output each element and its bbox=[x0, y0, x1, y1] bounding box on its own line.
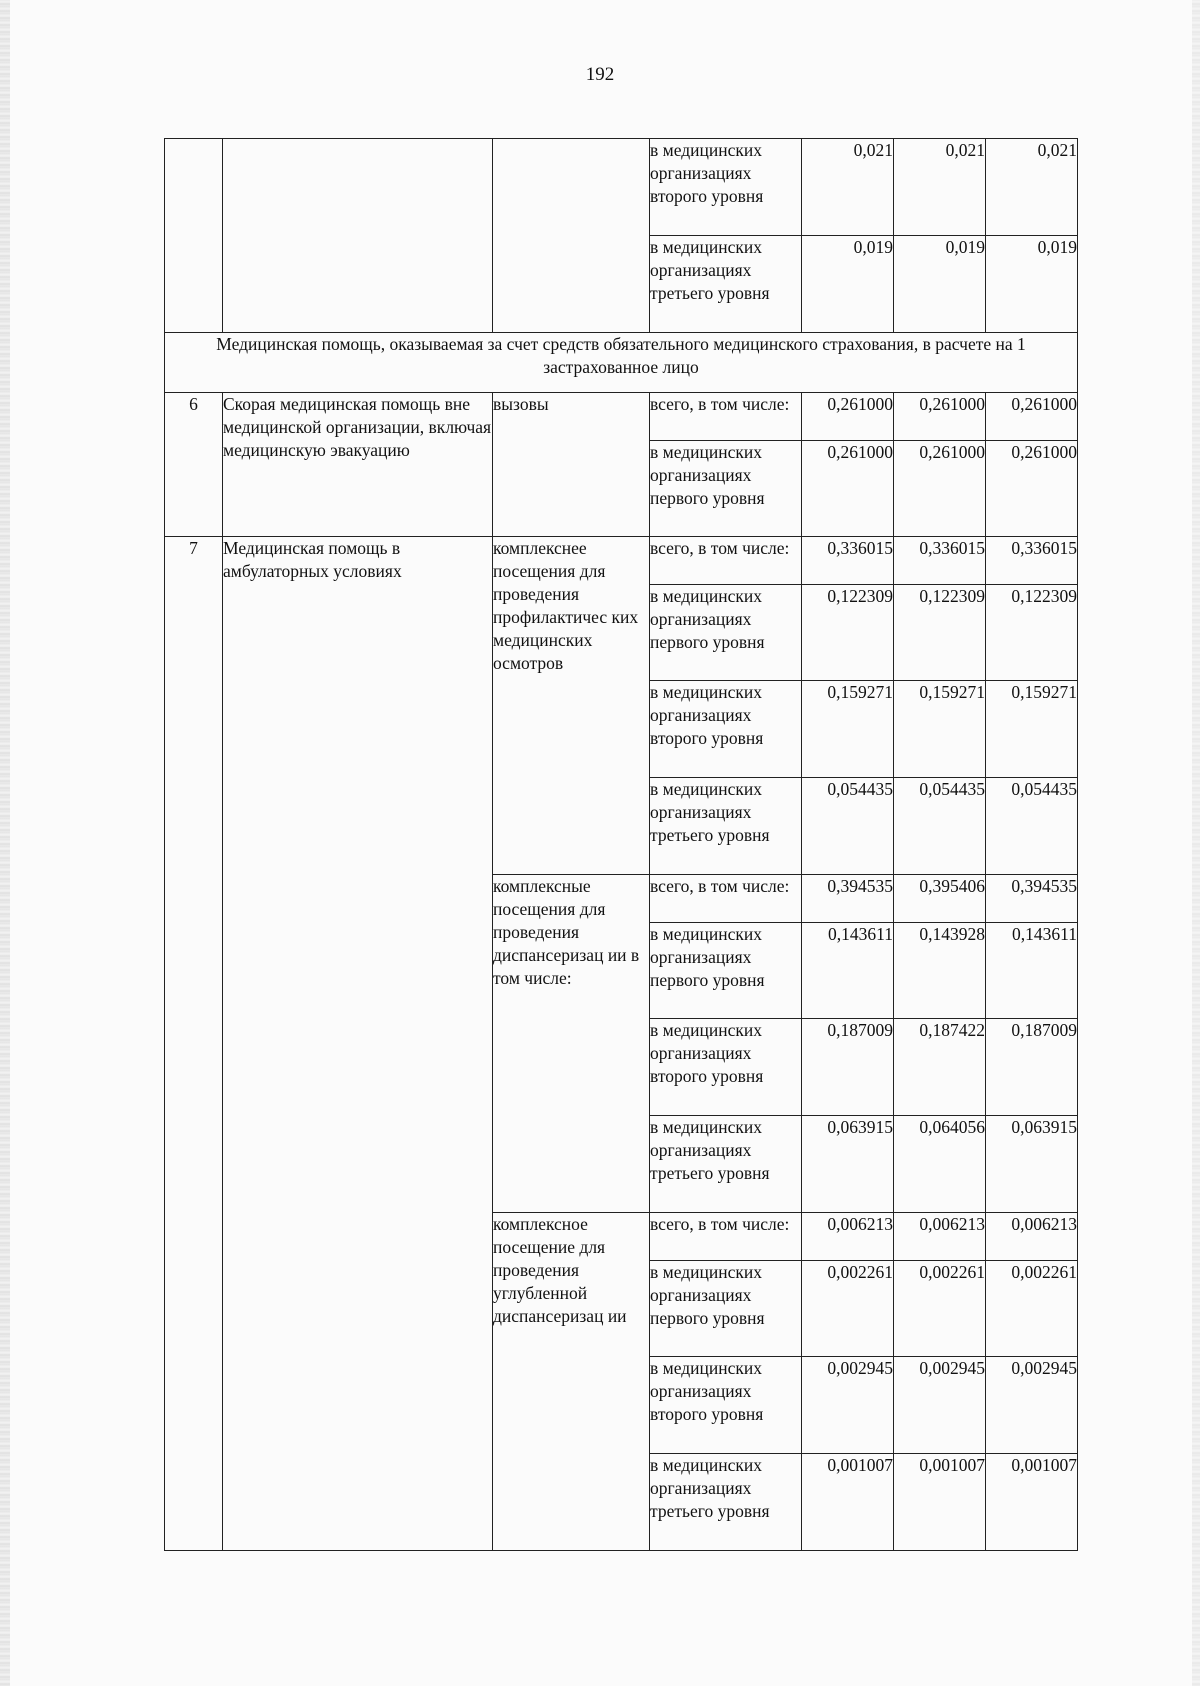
value-cell: 0,002261 bbox=[986, 1261, 1078, 1357]
value-cell: 0,019 bbox=[986, 236, 1078, 333]
item-name: Скорая медицинская помощь вне медицинской организации, включая медицинскую эвакуацию bbox=[223, 393, 493, 537]
level-cell: в медицинских организациях третьего уровня bbox=[650, 1116, 802, 1213]
level-cell: всего, в том числе: bbox=[650, 537, 802, 585]
value-cell: 0,019 bbox=[802, 236, 894, 333]
value-cell: 0,002261 bbox=[894, 1261, 986, 1357]
value-cell: 0,159271 bbox=[802, 681, 894, 778]
value-cell: 0,002945 bbox=[802, 1357, 894, 1454]
value-cell: 0,021 bbox=[802, 139, 894, 236]
item-unit: комплекснее посещения для проведения профилактичес ких медицинских осмотров bbox=[493, 537, 650, 875]
value-cell: 0,002261 bbox=[802, 1261, 894, 1357]
page-number: 192 bbox=[585, 64, 615, 85]
value-cell: 0,394535 bbox=[986, 875, 1078, 923]
value-cell: 0,261000 bbox=[802, 393, 894, 441]
level-cell: в медицинских организациях первого уровня bbox=[650, 585, 802, 681]
value-cell: 0,336015 bbox=[802, 537, 894, 585]
value-cell: 0,064056 bbox=[894, 1116, 986, 1213]
value-cell: 0,006213 bbox=[894, 1213, 986, 1261]
value-cell: 0,261000 bbox=[986, 393, 1078, 441]
table-row bbox=[165, 537, 1078, 585]
name-cell bbox=[223, 139, 493, 333]
value-cell: 0,261000 bbox=[894, 441, 986, 537]
level-cell: в медицинских организациях третьего уровня bbox=[650, 778, 802, 875]
level-cell: в медицинских организациях второго уровня bbox=[650, 139, 802, 236]
unit-cell bbox=[493, 139, 650, 333]
item-unit: комплексное посещение для проведения углубленной диспансеризац ии bbox=[493, 1213, 650, 1551]
table-row bbox=[165, 393, 1078, 441]
item-number: 7 bbox=[165, 537, 223, 1551]
value-cell: 0,063915 bbox=[986, 1116, 1078, 1213]
value-cell: 0,054435 bbox=[986, 778, 1078, 875]
value-cell: 0,006213 bbox=[802, 1213, 894, 1261]
value-cell: 0,336015 bbox=[894, 537, 986, 585]
level-cell: в медицинских организациях третьего уровня bbox=[650, 1454, 802, 1551]
value-cell: 0,054435 bbox=[802, 778, 894, 875]
value-cell: 0,143611 bbox=[802, 923, 894, 1019]
level-cell: в медицинских организациях второго уровня bbox=[650, 681, 802, 778]
value-cell: 0,187009 bbox=[802, 1019, 894, 1116]
value-cell: 0,021 bbox=[986, 139, 1078, 236]
value-cell: 0,187422 bbox=[894, 1019, 986, 1116]
value-cell: 0,143928 bbox=[894, 923, 986, 1019]
value-cell: 0,019 bbox=[894, 236, 986, 333]
value-cell: 0,001007 bbox=[986, 1454, 1078, 1551]
num-cell bbox=[165, 139, 223, 333]
level-cell: всего, в том числе: bbox=[650, 393, 802, 441]
level-cell: всего, в том числе: bbox=[650, 1213, 802, 1261]
value-cell: 0,122309 bbox=[986, 585, 1078, 681]
value-cell: 0,336015 bbox=[986, 537, 1078, 585]
section-heading: Медицинская помощь, оказываемая за счет средств обязательного медицинского страхования, в расчете на 1 застрахованное лицо bbox=[165, 333, 1078, 393]
scan-edge-right bbox=[1192, 0, 1200, 1686]
value-cell: 0,021 bbox=[894, 139, 986, 236]
value-cell: 0,054435 bbox=[894, 778, 986, 875]
level-cell: в медицинских организациях первого уровня bbox=[650, 1261, 802, 1357]
value-cell: 0,122309 bbox=[802, 585, 894, 681]
value-cell: 0,002945 bbox=[986, 1357, 1078, 1454]
level-cell: в медицинских организациях третьего уровня bbox=[650, 236, 802, 333]
value-cell: 0,006213 bbox=[986, 1213, 1078, 1261]
item-name: Медицинская помощь в амбулаторных условиях bbox=[223, 537, 493, 1551]
value-cell: 0,187009 bbox=[986, 1019, 1078, 1116]
item-number: 6 bbox=[165, 393, 223, 537]
value-cell: 0,001007 bbox=[894, 1454, 986, 1551]
value-cell: 0,002945 bbox=[894, 1357, 986, 1454]
value-cell: 0,395406 bbox=[894, 875, 986, 923]
value-cell: 0,394535 bbox=[802, 875, 894, 923]
value-cell: 0,143611 bbox=[986, 923, 1078, 1019]
level-cell: в медицинских организациях первого уровня bbox=[650, 441, 802, 537]
section-heading-row bbox=[165, 333, 1078, 393]
level-cell: всего, в том числе: bbox=[650, 875, 802, 923]
item-unit: вызовы bbox=[493, 393, 650, 537]
level-cell: в медицинских организациях второго уровня bbox=[650, 1019, 802, 1116]
table-row bbox=[165, 139, 1078, 236]
value-cell: 0,063915 bbox=[802, 1116, 894, 1213]
norms-table bbox=[164, 138, 1078, 1551]
item-unit: комплексные посещения для проведения диспансеризац ии в том числе: bbox=[493, 875, 650, 1213]
value-cell: 0,261000 bbox=[894, 393, 986, 441]
level-cell: в медицинских организациях первого уровня bbox=[650, 923, 802, 1019]
value-cell: 0,001007 bbox=[802, 1454, 894, 1551]
level-cell: в медицинских организациях второго уровня bbox=[650, 1357, 802, 1454]
value-cell: 0,122309 bbox=[894, 585, 986, 681]
value-cell: 0,261000 bbox=[986, 441, 1078, 537]
value-cell: 0,261000 bbox=[802, 441, 894, 537]
value-cell: 0,159271 bbox=[986, 681, 1078, 778]
value-cell: 0,159271 bbox=[894, 681, 986, 778]
scan-edge-left bbox=[0, 0, 10, 1686]
